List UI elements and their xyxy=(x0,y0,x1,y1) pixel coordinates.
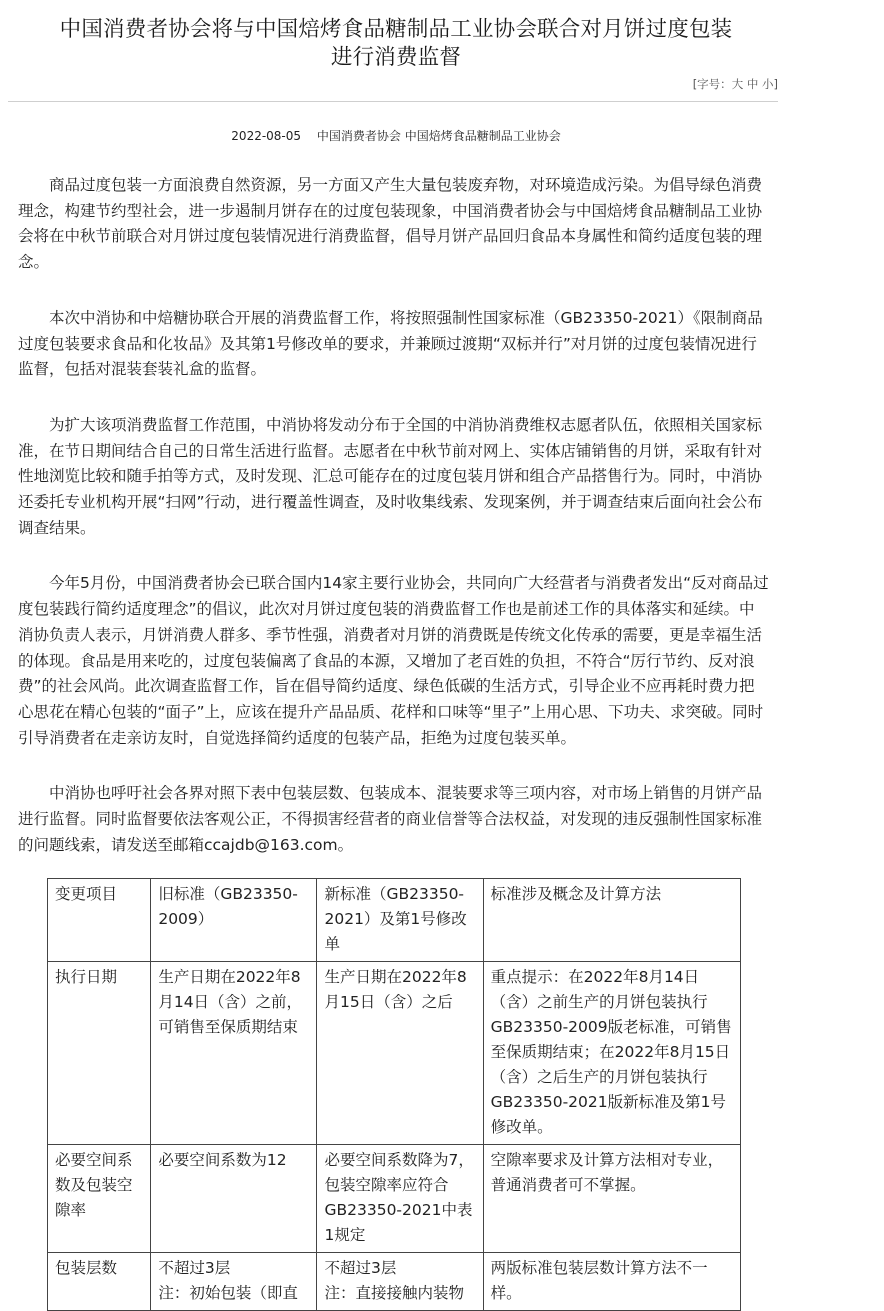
table-row xyxy=(48,962,741,1145)
font-size-medium-link[interactable]: 中 xyxy=(746,77,759,91)
table-cell: 必要空间系数及包装空隙率 xyxy=(48,1145,151,1253)
font-size-small-link[interactable]: 小 xyxy=(762,77,774,91)
paragraph: 商品过度包装一方面浪费自然资源，另一方面又产生大量包装废弃物，对环境造成污染。为倡导绿色消费理念，构建节约型社会，进一步遏制月饼存在的过度包装现象，中国消费者协会与中国焙烤食品糖制品工业协会将在中秋节前联合对月饼过度包装情况进行消费监督，倡导月饼产品回归食品本身属性和简约适度包装的理念。 xyxy=(18,176,763,272)
table-header-cell: 变更项目 xyxy=(48,879,151,962)
table-cell: 生产日期在2022年8月14日（含）之前，可销售至保质期结束 xyxy=(151,962,317,1145)
table-cell: 两版标准包装层数计算方法不一样。 xyxy=(483,1253,740,1311)
table-cell: 不超过3层 注：初始包装（即直 xyxy=(151,1253,317,1311)
table-row xyxy=(48,1253,741,1311)
article-body xyxy=(18,173,770,888)
paragraph: 本次中消协和中焙糖协联合开展的消费监督工作，将按照强制性国家标准（GB23350-2021）《限制商品过度包装要求食品和化妆品》及其第1号修改单的要求，并兼顾过渡期“双标并行”对月饼的过度包装情况进行监督，包括对混装套装礼盒的监督。 xyxy=(18,308,763,379)
publish-date: 2022-08-05 xyxy=(231,129,302,143)
table-cell: 不超过3层 注：直接接触内装物 xyxy=(317,1253,483,1311)
font-size-label: [字号： xyxy=(692,77,732,91)
table-header-cell: 新标准（GB23350-2021）及第1号修改单 xyxy=(317,879,483,962)
title-divider xyxy=(8,101,778,102)
font-size-switcher xyxy=(693,76,778,92)
table-cell: 生产日期在2022年8月15日（含）之后 xyxy=(317,962,483,1145)
standard-comparison-table xyxy=(47,878,741,1311)
article-source: 中国消费者协会 中国焙烤食品糖制品工业协会 xyxy=(316,129,561,143)
article-title-line1: 中国消费者协会将与中国焙烤食品糖制品工业协会联合对月饼过度包装 xyxy=(59,17,733,42)
table-cell: 必要空间系数为12 xyxy=(151,1145,317,1253)
table-cell: 包装层数 xyxy=(48,1253,151,1311)
article-title-line2: 进行消费监督 xyxy=(330,45,462,70)
table-cell: 执行日期 xyxy=(48,962,151,1145)
table-header-cell: 标准涉及概念及计算方法 xyxy=(483,879,740,962)
paragraph: 今年5月份，中国消费者协会已联合国内14家主要行业协会，共同向广大经营者与消费者发出“反对商品过度包装践行简约适度理念”的倡议，此次对月饼过度包装的消费监督工作也是前述工作的具体落实和延续。中消协负责人表示，月饼消费人群多、季节性强，消费者对月饼的消费既是传统文化传承的需要，更是幸福生活的体现。食品是用来吃的，过度包装偏离了食品的本源，又增加了老百姓的负担，不符合“厉行节约、反对浪费”的社会风尚。此次调查监督工作，旨在倡导简约适度、绿色低碳的生活方式，引导企业不应再耗时费力把心思花在精心包装的“面子”上，应该在提升产品品质、花样和口味等“里子”上用心思、下功夫、求突破。同时引导消费者在走亲访友时，自觉选择简约适度的包装产品，拒绝为过度包装买单。 xyxy=(18,574,769,747)
article-meta xyxy=(0,127,792,144)
font-size-bracket: ] xyxy=(773,77,778,91)
article-title xyxy=(0,16,792,72)
font-size-large-link[interactable]: 大 xyxy=(731,77,744,91)
table-row xyxy=(48,1145,741,1253)
table-cell: 必要空间系数降为7，包装空隙率应符合GB23350-2021中表1规定 xyxy=(317,1145,483,1253)
table-cell: 空隙率要求及计算方法相对专业，普通消费者可不掌握。 xyxy=(483,1145,740,1253)
table-header-row xyxy=(48,879,741,962)
table-cell: 重点提示：在2022年8月14日（含）之前生产的月饼包装执行GB23350-2009版老标准，可销售至保质期结束；在2022年8月15日（含）之后生产的月饼包装执行GB23350-2021版新标准及第1号修改单。 xyxy=(483,962,740,1145)
paragraph: 中消协也呼吁社会各界对照下表中包装层数、包装成本、混装要求等三项内容，对市场上销售的月饼产品进行监督。同时监督要依法客观公正，不得损害经营者的商业信誉等合法权益，对发现的违反强制性国家标准的问题线索，请发送至邮箱ccajdb@163.com。 xyxy=(18,784,763,854)
paragraph: 为扩大该项消费监督工作范围，中消协将发动分布于全国的中消协消费维权志愿者队伍，依照相关国家标准，在节日期间结合自己的日常生活进行监督。志愿者在中秋节前对网上、实体店铺销售的月饼，采取有针对性地浏览比较和随手拍等方式，及时发现、汇总可能存在的过度包装月饼和组合产品搭售行为。同时，中消协还委托专业机构开展“扫网”行动，进行覆盖性调查，及时收集线索、发现案例，并于调查结束后面向社会公布调查结果。 xyxy=(18,415,763,537)
table-header-cell: 旧标准（GB23350-2009） xyxy=(151,879,317,962)
